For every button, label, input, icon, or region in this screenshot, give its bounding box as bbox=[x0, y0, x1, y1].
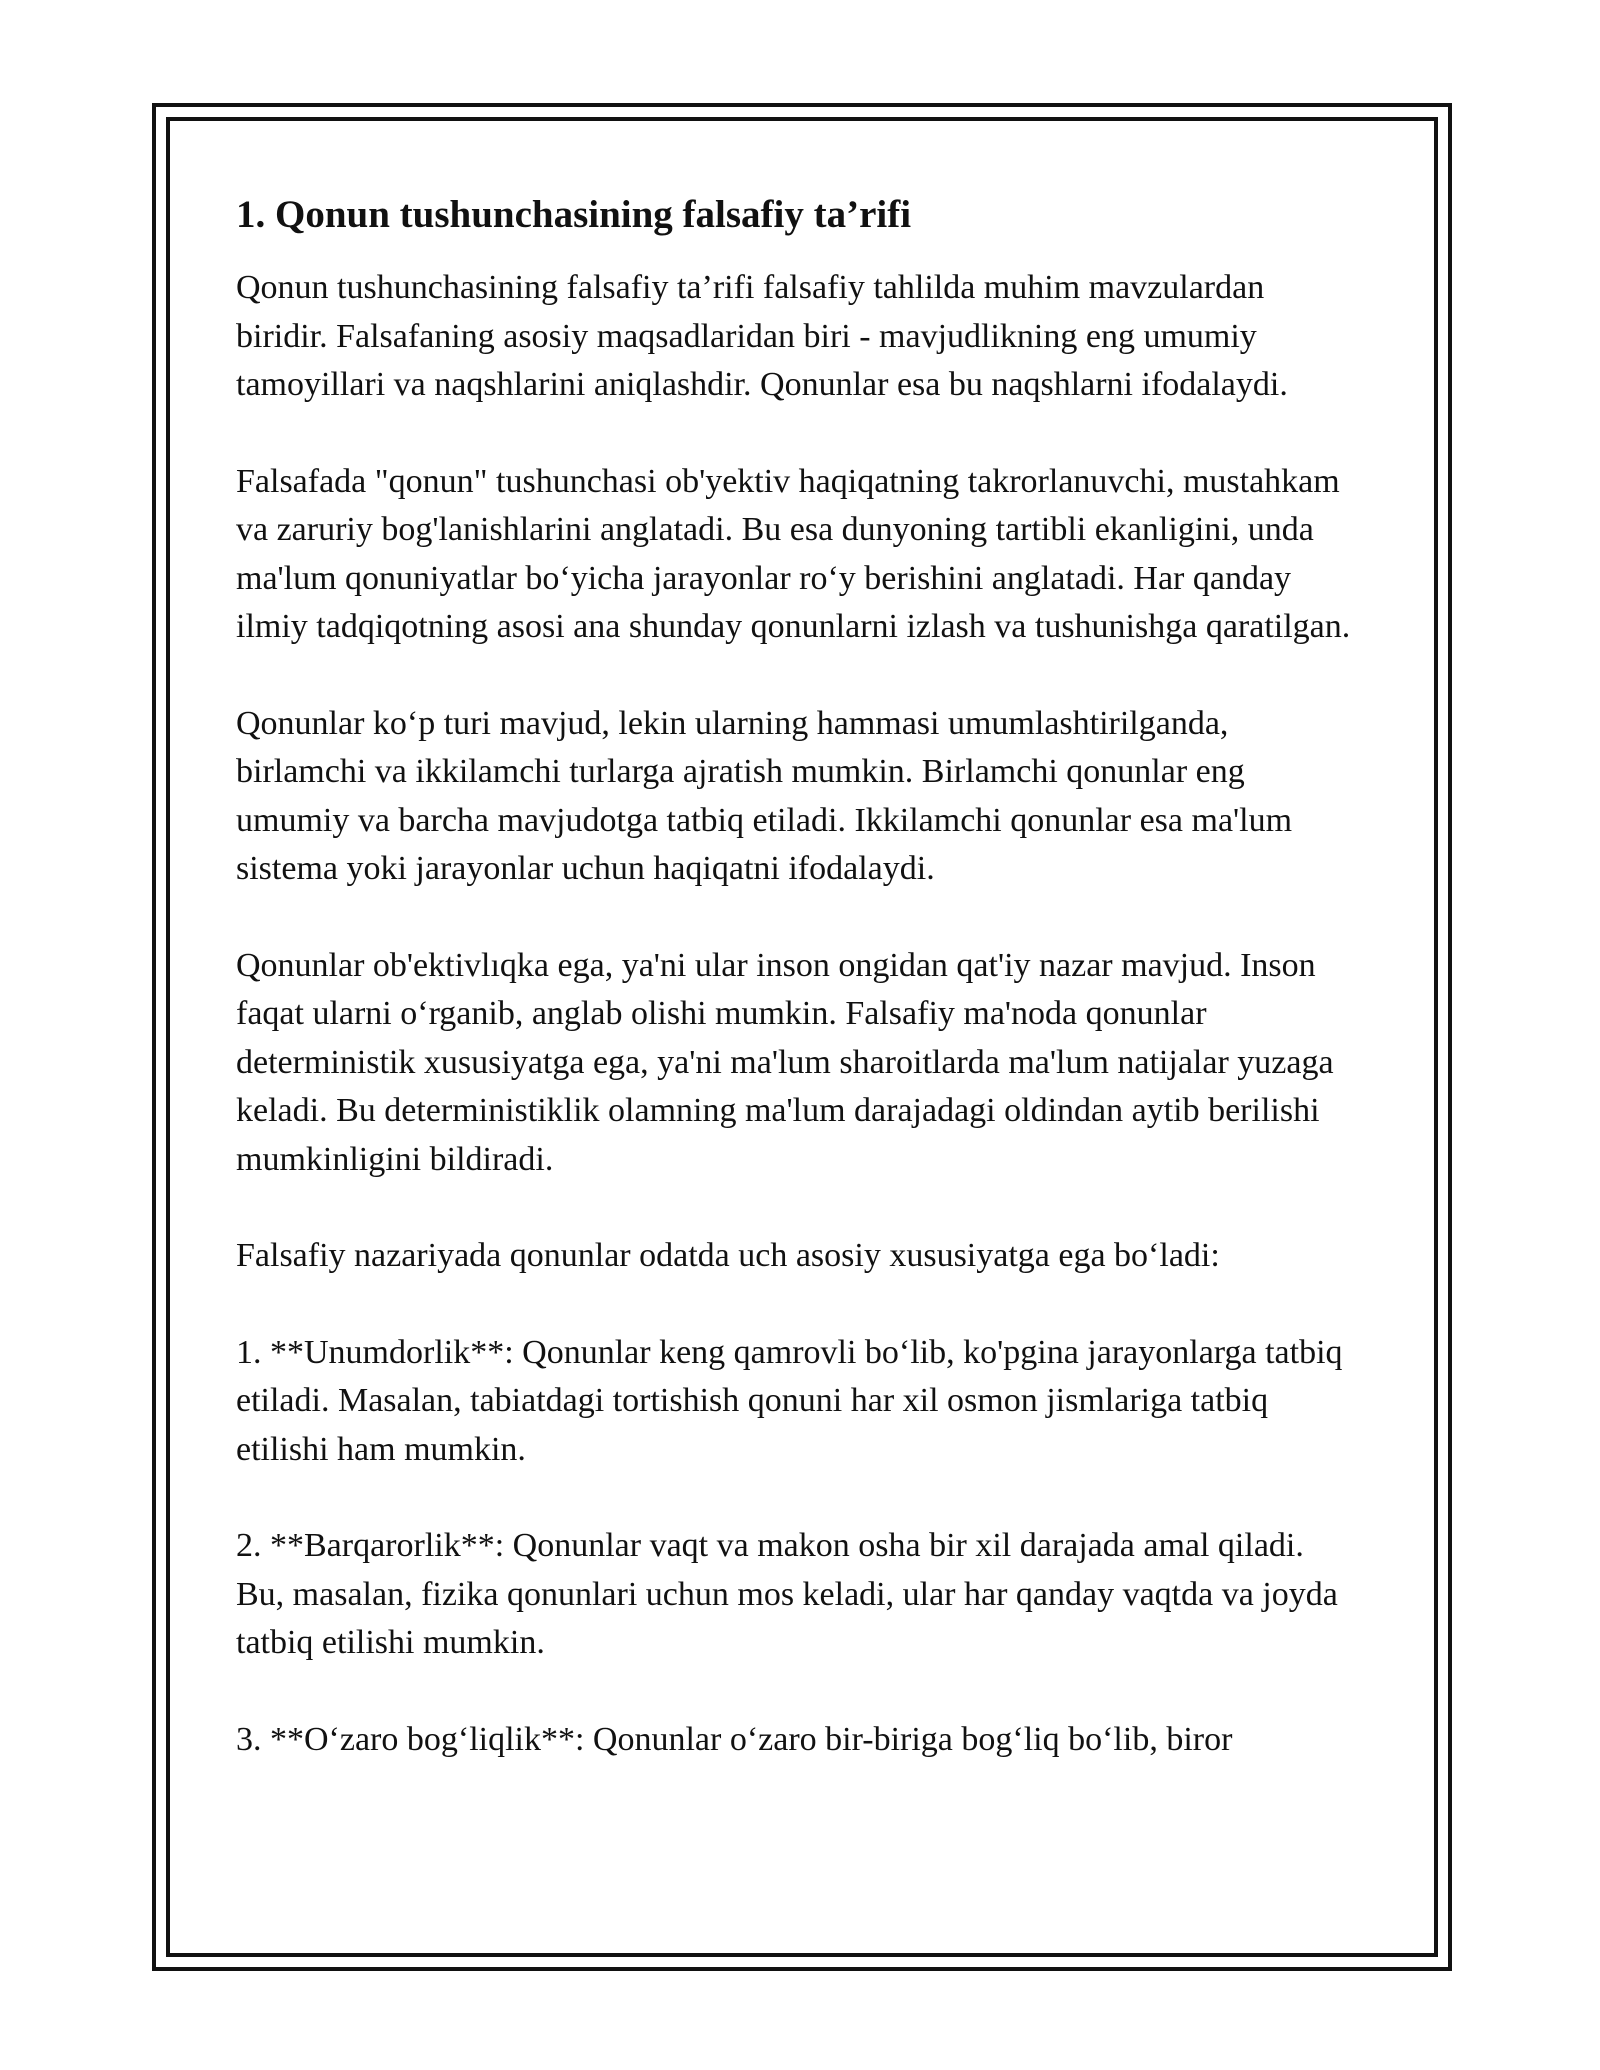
paragraph-law-types: Qonunlar ko‘p turi mavjud, lekin ularning hammasi umumlashtirilganda, birlamchi va ikkilamchi turlarga ajratish mumkin. Birlamchi qonunlar eng umumiy va barcha mavjudotga tatbiq etiladi. Ikkilamchi qonunlar esa ma'lum sistema yoki jarayonlar uchun haqiqatni ifodalaydi. bbox=[236, 704, 1293, 887]
paragraph-objectivity: Qonunlar ob'ektivlıqka ega, ya'ni ular inson ongidan qat'iy nazar mavjud. Inson faqat ularni o‘rganib, anglab olishi mumkin. Falsafiy ma'noda qonunlar deterministik xususiyatga ega, ya'ni ma'lum sharoitlarda ma'lum natijalar yuzaga keladi. Bu deterministiklik olamning ma'lum darajadagi oldindan aytib berilishi mumkinligini bildiradi. bbox=[236, 946, 1334, 1178]
document-body bbox=[236, 190, 1356, 1812]
list-item-universality: 1. **Unumdorlik**: Qonunlar keng qamrovli bo‘lib, ko'pgina jarayonlarga tatbiq etiladi. Masalan, tabiatdagi tortishish qonuni har xil osmon jismlariga tatbiq etilishi ham mumkin. bbox=[236, 1333, 1343, 1468]
paragraph-law-concept: Falsafada "qonun" tushunchasi ob'yektiv haqiqatning takrorlanuvchi, mustahkam va zaruriy bog'lanishlarini anglatadi. Bu esa dunyoning tartibli ekanligini, unda ma'lum qonuniyatlar bo‘yicha jarayonlar ro‘y berishini anglatadi. Har qanday ilmiy tadqiqotning asosi ana shunday qonunlarni izlash va tushunishga qaratilgan. bbox=[236, 462, 1351, 645]
list-item-interdependence: 3. **O‘zaro bog‘liqlik**: Qonunlar o‘zaro bir-biriga bog‘liq bo‘lib, biror bbox=[236, 1720, 1233, 1758]
paragraph-properties-intro: Falsafiy nazariyada qonunlar odatda uch asosiy xususiyatga ega bo‘ladi: bbox=[236, 1237, 1220, 1274]
section-heading: 1. Qonun tushunchasining falsafiy ta’rifi bbox=[236, 193, 912, 236]
paragraph-intro: Qonun tushunchasining falsafiy ta’rifi falsafiy tahlilda muhim mavzulardan biridir. Falsafaning asosiy maqsadlaridan biri - mavjudlikning eng umumiy tamoyillari va naqshlarini aniqlashdir. Qonunlar esa bu naqshlarni ifodalaydi. bbox=[236, 269, 1288, 403]
list-item-stability: 2. **Barqarorlik**: Qonunlar vaqt va makon osha bir xil darajada amal qiladi. Bu, masalan, fizika qonunlari uchun mos keladi, ular har qanday vaqtda va joyda tatbiq etilishi mumkin. bbox=[236, 1527, 1338, 1661]
